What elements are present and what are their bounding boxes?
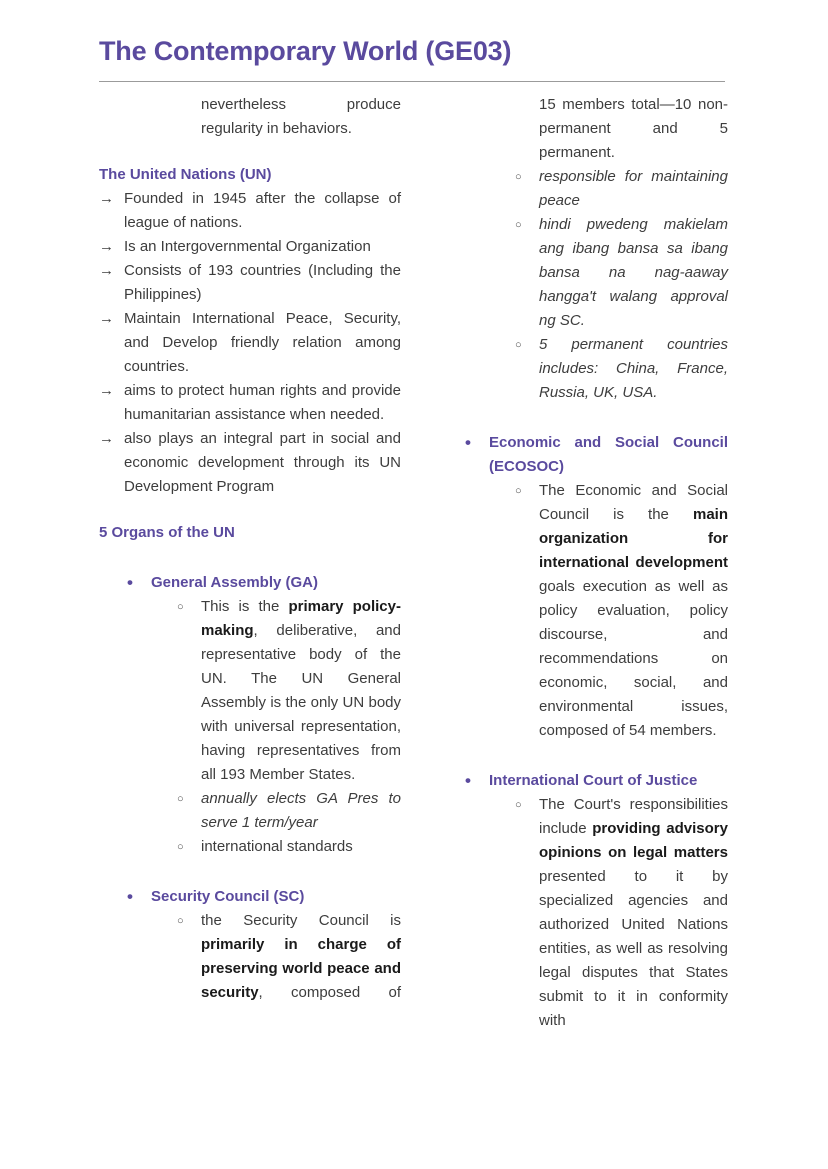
sc-responsible-peace: [437, 165, 728, 213]
text-run: 5 permanent countries includes: China, France, Russia, UK, USA.: [539, 336, 728, 401]
text-content: [124, 430, 401, 495]
text-run: primary policy-making: [201, 598, 401, 639]
arrow-item-193-countries: [99, 259, 401, 307]
text-run: Founded in 1945 after the collapse of league of nations.: [124, 190, 401, 231]
continued-paragraph: [99, 93, 401, 141]
text-run: This is the: [201, 598, 289, 615]
arrow-item-maintain-peace: [99, 307, 401, 379]
arrow-icon: →: [99, 382, 114, 399]
bullet-icon: •: [127, 573, 133, 592]
sc-tagalog-note: [437, 213, 728, 333]
circle-icon: ○: [515, 485, 522, 497]
text-run: The Economic and Social Council is the: [539, 482, 728, 523]
circle-icon: ○: [177, 915, 184, 927]
text-content: [539, 336, 728, 401]
sc-permanent-countries: [437, 333, 728, 405]
text-run: Economic and Social Council (ECOSOC): [489, 434, 728, 475]
ga-description: [99, 595, 401, 787]
text-content: [124, 262, 401, 303]
text-content: [99, 166, 272, 183]
text-run: International Court of Justice: [489, 772, 698, 789]
ecosoc-description: [437, 479, 728, 743]
circle-icon: ○: [515, 339, 522, 351]
text-run: Maintain International Peace, Security, and Develop friendly relation among countries.: [124, 310, 401, 375]
arrow-item-founded: [99, 187, 401, 235]
bullet-icon: •: [465, 433, 471, 452]
text-run: hindi pwedeng makielam ang ibang bansa sa ibang bansa na nag-aaway hangga't walang approval ng SC.: [539, 216, 728, 329]
text-content: [201, 96, 401, 137]
text-run: nevertheless produce regularity in behaviors.: [201, 96, 401, 137]
text-run: , deliberative, and representative body of the UN. The UN General Assembly is the only UN body with universal representation, having representatives from all 193 Member States.: [201, 622, 401, 783]
text-run: Consists of 193 countries (Including the Philippines): [124, 262, 401, 303]
bullet-icon: •: [465, 771, 471, 790]
ga-annual-election: [99, 787, 401, 835]
text-content: [489, 772, 697, 789]
text-run: goals execution as well as policy evaluation, policy discourse, and recommendations on economic, social, and environmental issues, composed of 54 members.: [539, 578, 728, 739]
circle-icon: ○: [177, 841, 184, 853]
text-run: the Security Council is: [201, 912, 401, 929]
circle-icon: ○: [177, 601, 184, 613]
text-run: main organization for international development: [539, 506, 728, 571]
text-content: [201, 790, 401, 831]
text-run: General Assembly (GA): [151, 574, 318, 591]
arrow-icon: →: [99, 310, 114, 327]
text-content: [124, 310, 401, 375]
arrow-icon: →: [99, 190, 114, 207]
text-content: [539, 96, 728, 161]
arrow-item-intergovernmental: [99, 235, 401, 259]
text-run: international standards: [201, 838, 353, 855]
text-run: 15 members total—10 non-permanent and 5 permanent.: [539, 96, 728, 161]
bullet-icon: •: [127, 887, 133, 906]
text-run: The United Nations (UN): [99, 166, 272, 183]
sc-description: [99, 909, 401, 1005]
organ-icj: [437, 769, 728, 793]
arrow-icon: →: [99, 430, 114, 447]
ga-international-standards: [99, 835, 401, 859]
text-run: , composed of: [258, 984, 401, 1001]
text-content: [151, 574, 318, 591]
circle-icon: ○: [177, 793, 184, 805]
left-column: [99, 93, 401, 1005]
heading-united-nations: [99, 163, 401, 187]
organ-ecosoc: [437, 431, 728, 479]
text-content: [539, 168, 728, 209]
text-run: providing advisory opinions on legal matters: [539, 820, 728, 861]
arrow-item-development-program: [99, 427, 401, 499]
text-content: [489, 434, 728, 475]
text-run: Is an Intergovernmental Organization: [124, 238, 371, 255]
text-run: primarily in charge of preserving world peace and security: [201, 936, 401, 1001]
arrow-icon: →: [99, 238, 114, 255]
text-content: [201, 912, 401, 1001]
text-content: [124, 238, 371, 255]
circle-icon: ○: [515, 799, 522, 811]
text-content: [124, 382, 401, 423]
text-run: The Court's responsibilities include: [539, 796, 728, 837]
arrow-icon: →: [99, 262, 114, 279]
text-run: presented to it by specialized agencies and authorized United Nations entities, as well as resolving legal disputes that States submit to it in conformity with: [539, 868, 728, 1029]
text-content: [539, 482, 728, 739]
text-content: [151, 888, 304, 905]
heading-5-organs: [99, 521, 401, 545]
text-content: [539, 796, 728, 1029]
text-content: [99, 524, 235, 541]
text-run: annually elects GA Pres to serve 1 term/year: [201, 790, 401, 831]
circle-icon: ○: [515, 171, 522, 183]
title-divider: [99, 81, 725, 82]
text-run: responsible for maintaining peace: [539, 168, 728, 209]
text-content: [124, 190, 401, 231]
organ-general-assembly: [99, 571, 401, 595]
sc-description-continued: [437, 93, 728, 165]
text-run: Security Council (SC): [151, 888, 305, 905]
text-content: [201, 598, 401, 783]
right-column: [437, 93, 728, 1033]
arrow-item-human-rights: [99, 379, 401, 427]
text-content: [539, 216, 728, 329]
text-run: also plays an integral part in social and economic development through its UN Development Program: [124, 430, 401, 495]
organ-security-council: [99, 885, 401, 909]
text-run: aims to protect human rights and provide humanitarian assistance when needed.: [124, 382, 401, 423]
page-title: The Contemporary World (GE03): [99, 36, 512, 66]
text-content: [201, 838, 353, 855]
text-run: 5 Organs of the UN: [99, 524, 235, 541]
circle-icon: ○: [515, 219, 522, 231]
icj-description: [437, 793, 728, 1033]
